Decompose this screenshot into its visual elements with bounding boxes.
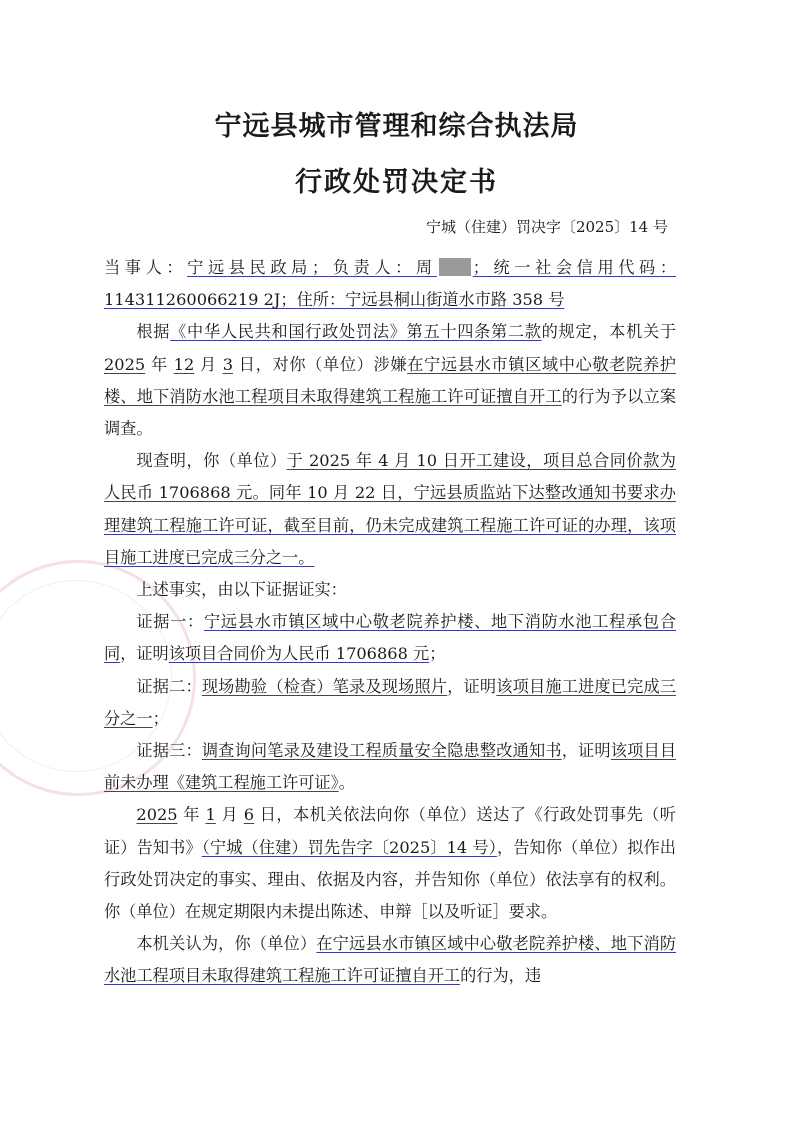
redaction-block xyxy=(439,258,471,276)
party-label: 当事人： xyxy=(104,258,188,277)
document-number: 宁城（住建）罚决字〔2025〕14 号 xyxy=(425,218,668,236)
agency-title: 宁远县城市管理和综合执法局 xyxy=(214,111,579,142)
document-body xyxy=(104,252,676,993)
paragraph-case-filing: 根据《中华人民共和国行政处罚法》第五十四条第二款的规定，本机关于2025 年 12 月 3 日，对你（单位）涉嫌在宁远县水市镇区域中心敬老院养护楼、地下消防水池工程项目未取得建筑工程施工许可证擅自开工的行为予以立案调查。 xyxy=(104,322,677,439)
document-type-title: 行政处罚决定书 xyxy=(295,167,498,198)
evidence-2: 证据二：现场勘验（检查）笔录及现场照片，证明该项目施工进度已完成三分之一； xyxy=(104,676,677,728)
party-address: 宁远县桐山街道水市路 358 号 xyxy=(345,290,565,310)
party-paragraph xyxy=(104,252,676,316)
evidence-3: 证据三：调查询问笔录及建设工程质量安全隐患整改通知书，证明该项目目前未办理《建筑工程施工许可证》。 xyxy=(104,741,677,793)
law-citation: 《中华人民共和国行政处罚法》第五十四条第二款 xyxy=(170,322,542,342)
paragraph-conclusion: 本机关认为，你（单位）在宁远县水市镇区域中心敬老院养护楼、地下消防水池工程项目未取得建筑工程施工许可证擅自开工的行为，违 xyxy=(104,934,677,986)
case-description: 在宁远县水市镇区域中心敬老院养护楼、地下消防水池工程项目未取得建筑工程施工许可证擅自开工 xyxy=(104,354,676,406)
credit-code: 114311260066219 2J； xyxy=(104,290,297,310)
party-details: 宁远县民政局；负责人：周 ；统一社会信用代码：114311260066219 2J；住所：宁远县桐山街道水市路 358 号 xyxy=(104,258,677,310)
paragraph-evidence-intro: 上述事实，由以下证据证实： xyxy=(136,580,347,600)
paragraph-notice: 2025 年 1 月 6 日，本机关依法向你（单位）送达了《行政处罚事先（听证）告知书》（宁城（住建）罚先告字〔2025〕14 号），告知你（单位）拟作出行政处罚决定的事实、理由、依据及内容，并告知你（单位）依法享有的权利。你（单位）在规定期限内未提出陈述、申辩［以及听证］要求。 xyxy=(104,805,676,922)
facts-text: 于 2025 年 4 月 10 日开工建设，项目总合同价款为人民币 1706868 元。同年 10 月 22 日，宁远县质监站下达整改通知书要求办理建筑工程施工许可证，截至目前，仍未完成建筑工程施工许可证的办理，该项目施工进度已完成三分之一。 xyxy=(104,451,676,567)
paragraph-facts: 现查明，你（单位）于 2025 年 4 月 10 日开工建设，项目总合同价款为人民币 1706868 元。同年 10 月 22 日，宁远县质监站下达整改通知书要求办理建筑工程施工许可证，截至目前，仍未完成建筑工程施工许可证的办理，该项目施工进度已完成三分之一。 xyxy=(104,451,676,567)
evidence-1: 证据一：宁远县水市镇区域中心敬老院养护楼、地下消防水池工程承包合同，证明该项目合同价为人民币 1706868 元； xyxy=(104,612,677,664)
